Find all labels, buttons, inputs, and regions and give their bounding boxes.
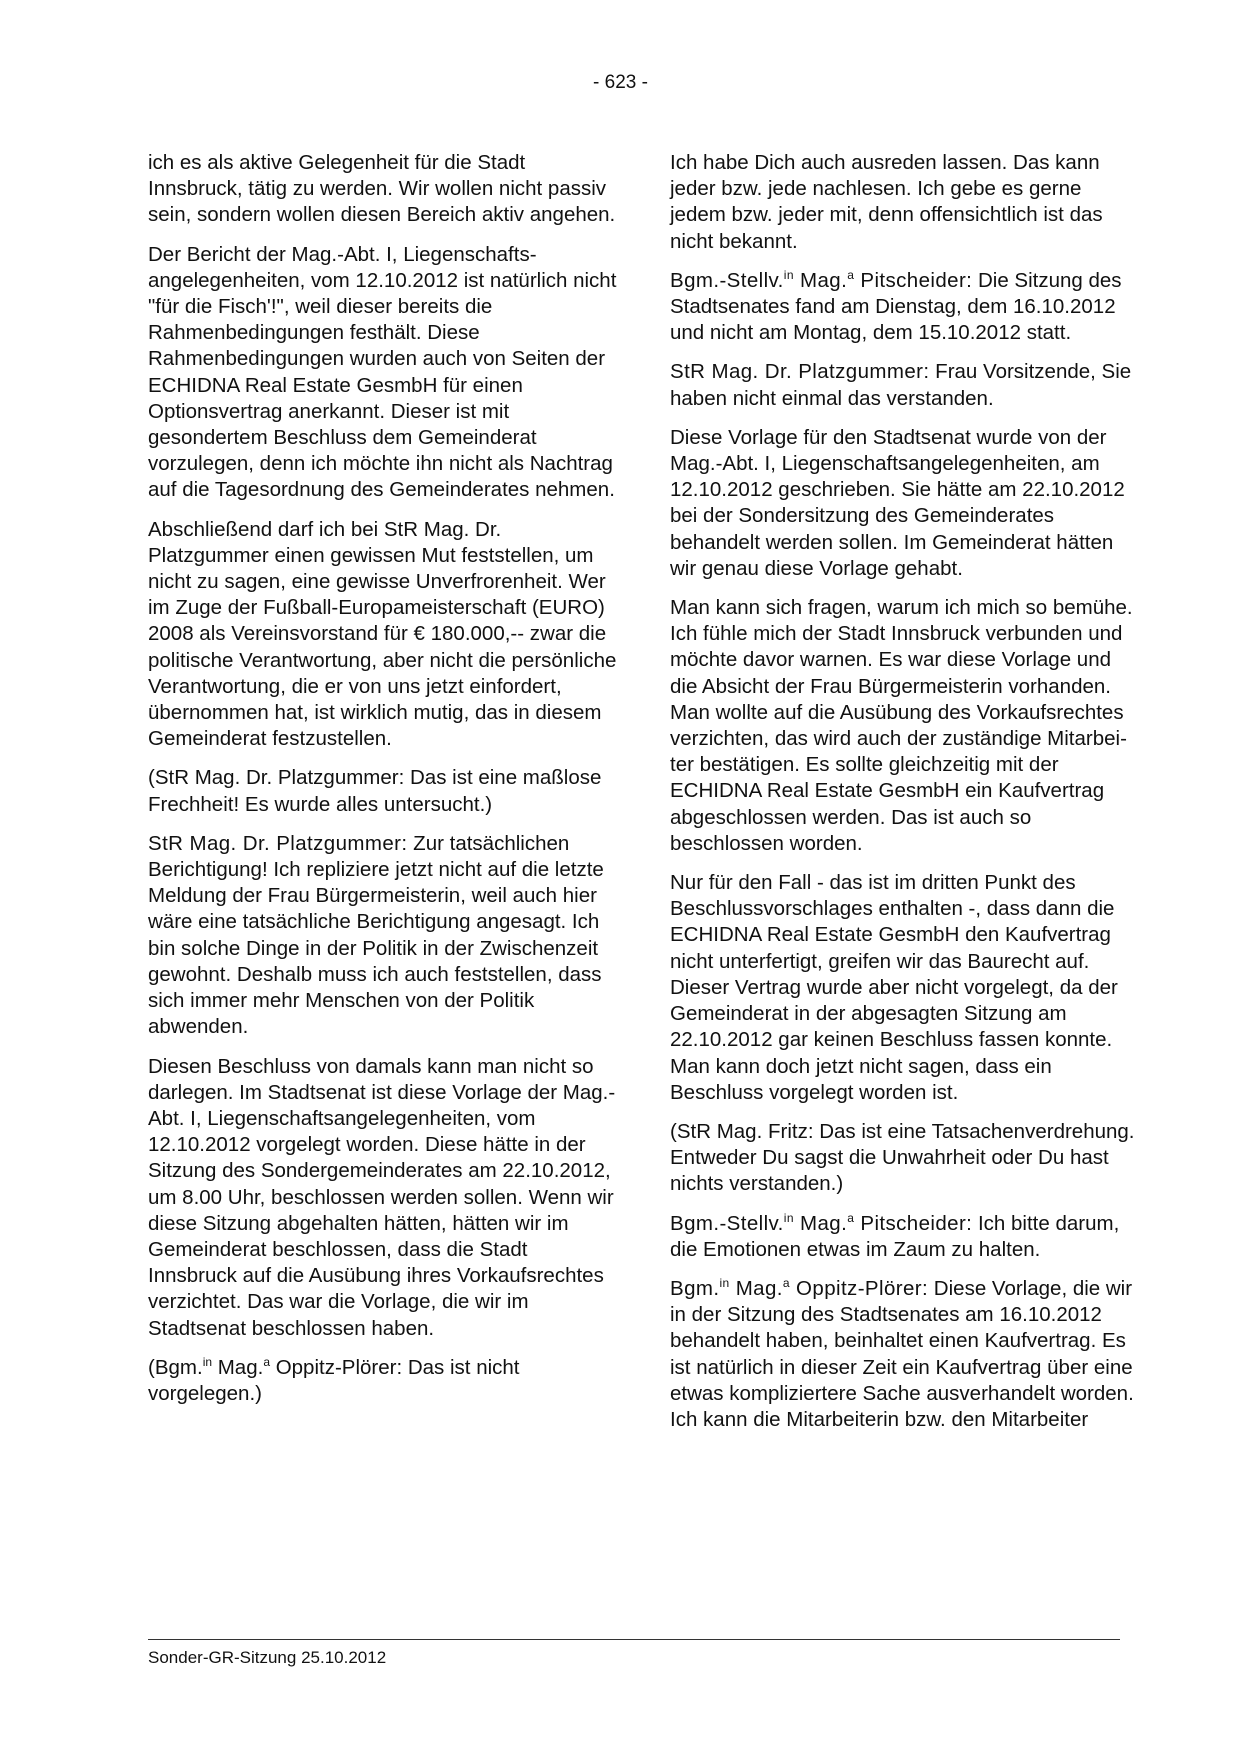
speaker-name bbox=[670, 1212, 972, 1235]
speech-text: Ich bitte darum, die Emotionen etwas im Zaum zu halten. bbox=[670, 1211, 1120, 1261]
superscript: a bbox=[847, 267, 855, 282]
speaker-title: Mag. bbox=[212, 1355, 264, 1379]
speaker-surname: Oppitz-Plörer: bbox=[789, 1276, 929, 1300]
superscript: in bbox=[202, 1354, 213, 1369]
paragraph: Ich habe Dich auch ausreden lassen. Das kann jeder bzw. jede nachlesen. Ich gebe es gerne jedem bzw. jeder mit, denn offensichtlich ist das nicht bekannt. bbox=[670, 151, 1103, 253]
paragraph: Diesen Beschluss von damals kann man nicht so darlegen. Im Stadtsenat ist diese Vorlage der Mag.-Abt. I, Liegenschaftsangelegenheiten, vom 12.10.2012 vorgelegt worden. Diese hätte in der Sitzung des Sondergemeinderates am 22.10.2012, um 8.00 Uhr, beschlossen werden sollen. Wenn wir diese Sitzung abgehalten hätten, hätten wir im Gemeinderat beschlossen, dass die Stadt Innsbruck auf die Ausübung ihres Vorkaufsrechtes verzichtet. Das war die Vorlage, die wir im Stadtsenat beschlossen haben. bbox=[148, 1054, 616, 1340]
superscript: a bbox=[782, 1276, 790, 1291]
speaker-surname: Pitscheider: bbox=[854, 268, 973, 292]
speaker-title: Bgm. bbox=[670, 1276, 720, 1300]
speaker-title: Mag. bbox=[793, 1211, 848, 1235]
paragraph: ich es als aktive Gelegenheit für die Stadt Innsbruck, tätig zu werden. Wir wollen nicht passiv sein, sondern wollen diesen Bereich aktiv angehen. bbox=[148, 151, 616, 227]
speaker-paragraph bbox=[670, 268, 1140, 347]
speaker-name: StR Mag. Dr. Platzgummer: bbox=[148, 831, 408, 855]
superscript: a bbox=[847, 1210, 855, 1225]
speaker-title: (Bgm. bbox=[148, 1355, 203, 1379]
paragraph: Der Bericht der Mag.-Abt. I, Liegenschaftsangelegenheiten, vom 12.10.2012 ist natürlich nicht "für die Fisch'!", weil dieser bereits die Rahmenbedingungen festhält. Diese Rahmenbedingungen wurden auch von Seiten der ECHIDNA Real Estate GesmbH für einen Optionsvertrag anerkannt. Dieser ist mit gesondertem Beschluss dem Gemeinderat vorzulegen, denn ich möchte ihn nicht als Nachtrag auf die Tagesordnung des Gemeinderates nehmen. bbox=[148, 242, 617, 502]
speaker-paragraph bbox=[670, 1211, 1140, 1263]
interjection-text: Oppitz-Plörer: Das ist nicht vorgelegen.) bbox=[148, 1355, 520, 1405]
superscript: a bbox=[263, 1354, 270, 1369]
paragraph: Abschließend darf ich bei StR Mag. Dr. Platzgummer einen gewissen Mut feststellen, um nicht zu sagen, eine gewisse Unverfrorenheit. Wer im Zuge der Fußball-Europameisterschaft (EURO) 2008 als Vereinsvorstand für € 180.000,-- zwar die politische Verantwortung, aber nicht die persönliche Verantwortung, die er von uns jetzt einfordert, übernommen hat, ist wirklich mutig, das in diesem Gemeinderat festzustellen. bbox=[148, 517, 617, 751]
speech-text: Die Sitzung des Stadtsenates fand am Dienstag, dem 16.10.2012 und nicht am Montag, dem 15.10.2012 statt. bbox=[670, 268, 1122, 345]
paragraph: Nur für den Fall - das ist im dritten Punkt des Beschlussvorschlages enthalten -, dass dann die ECHIDNA Real Estate GesmbH den Kaufvertrag nicht unterfertigt, greifen wir das Baurecht auf. Dieser Vertrag wurde aber nicht vorgelegt, da der Gemeinderat in der abgesagten Sitzung am 22.10.2012 gar keinen Beschluss fassen konnte. Man kann doch jetzt nicht sagen, dass ein Beschluss vorgelegt worden ist. bbox=[670, 871, 1118, 1104]
left-column bbox=[148, 150, 618, 1420]
speaker-surname: Pitscheider: bbox=[854, 1211, 973, 1235]
footer-divider bbox=[148, 1639, 1120, 1640]
speaker-name bbox=[670, 269, 972, 292]
footer-label: Sonder-GR-Sitzung 25.10.2012 bbox=[148, 1648, 387, 1667]
superscript: in bbox=[719, 1276, 730, 1291]
speaker-paragraph bbox=[148, 831, 618, 1041]
speech-text: Diese Vorlage, die wir in der Sitzung des Stadtsenates am 16.10.2012 behandelt haben, beinhaltet einen Kaufvertrag. Es ist natürlich in dieser Zeit ein Kaufvertrag über eine etwas kompliziertere Sache ausverhandelt worden. Ich kann die Mitarbeiterin bzw. den Mitarbeiter bbox=[670, 1276, 1134, 1431]
page-number: - 623 - bbox=[593, 72, 648, 93]
superscript: in bbox=[783, 1210, 794, 1225]
speaker-paragraph bbox=[670, 359, 1140, 411]
speech-text: Frau Vorsitzende, Sie haben nicht einmal das verstanden. bbox=[670, 360, 1132, 410]
paragraph: Man kann sich fragen, warum ich mich so bemühe. Ich fühle mich der Stadt Innsbruck verbunden und möchte davor warnen. Es war diese Vorlage und die Absicht der Frau Bürgermeisterin vorhanden. Man wollte auf die Ausübung des Vorkaufsrechtes verzichten, das wird auch der zuständige Mitarbeiter bestätigen. Es sollte gleichzeitig mit der ECHIDNA Real Estate GesmbH ein Kaufvertrag abgeschlossen werden. Das ist auch so beschlossen worden. bbox=[670, 596, 1133, 855]
paragraph: Diese Vorlage für den Stadtsenat wurde von der Mag.-Abt. I, Liegenschaftsangelegenheiten, am 12.10.2012 geschrieben. Sie hätte am 22.10.2012 bei der Sondersitzung des Gemeinderates behandelt werden sollen. Im Gemeinderat hätten wir genau diese Vorlage gehabt. bbox=[670, 425, 1125, 580]
speaker-title: Mag. bbox=[793, 268, 848, 292]
speaker-paragraph bbox=[670, 1276, 1140, 1433]
speech-text: Zur tatsächlichen Berichtigung! Ich repliziere jetzt nicht auf die letzte Meldung der Frau Bürgermeisterin, weil auch hier wäre eine tatsächliche Berichtigung angesagt. Ich bin solche Dinge in der Politik in der Zwischenzeit gewohnt. Deshalb muss ich auch feststellen, dass sich immer mehr Menschen von der Politik abwenden. bbox=[148, 831, 604, 1039]
speaker-name: StR Mag. Dr. Platzgummer: bbox=[670, 360, 930, 384]
superscript: in bbox=[783, 267, 794, 282]
interjection: (StR Mag. Dr. Platzgummer: Das ist eine maßlose Frechheit! Es wurde alles untersucht.) bbox=[148, 766, 602, 816]
speaker-title: Bgm.-Stellv. bbox=[670, 1211, 784, 1235]
right-column bbox=[670, 150, 1140, 1446]
speaker-title: Bgm.-Stellv. bbox=[670, 268, 784, 292]
interjection bbox=[148, 1355, 618, 1407]
speaker-name bbox=[670, 1277, 928, 1300]
interjection: (StR Mag. Fritz: Das ist eine Tatsachenverdrehung. Entweder Du sagst die Unwahrheit oder Du hast nichts verstanden.) bbox=[670, 1119, 1135, 1196]
speaker-title: Mag. bbox=[729, 1276, 783, 1300]
